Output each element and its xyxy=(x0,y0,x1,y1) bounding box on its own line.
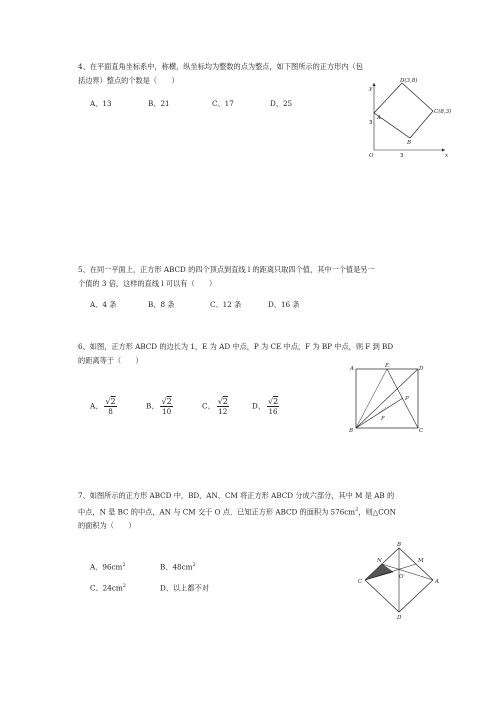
label-point-m: M xyxy=(418,558,424,564)
label-point-n: N xyxy=(377,558,382,564)
option-c[interactable]: C、 $\frac{√2}{12}$ xyxy=(202,397,228,416)
option-d[interactable]: D、25 xyxy=(270,99,293,108)
label-point-b: B xyxy=(407,140,412,146)
question-6-figure xyxy=(348,363,428,433)
question-5-line-1: 5、在同一平面上，正方形 ABCD 的四个顶点到直线 l 的距离只取四个值，其中一个值是另一 xyxy=(78,265,375,274)
label-tick-y: 3 xyxy=(369,120,373,126)
option-c[interactable]: C、$24cm^2$ xyxy=(90,583,126,593)
perpendicular-f xyxy=(379,407,386,413)
question-4-figure xyxy=(360,75,452,159)
option-b[interactable]: B、 $\frac{√2}{10}$ xyxy=(146,397,172,416)
label-point-c: C xyxy=(358,579,363,585)
option-d[interactable]: D、以上都不对 xyxy=(160,583,209,593)
option-c[interactable]: C、12 条 xyxy=(210,300,242,309)
label-point-o: O xyxy=(399,574,404,580)
label-point-f: F xyxy=(381,416,385,422)
question-7-line-1: 7、如图所示的正方形 ABCD 中，BD、AN、CM 将正方形 ABCD 分成六部分，其中 M 是 AB 的 xyxy=(78,491,395,500)
question-4-line-1: 4、在平面直角坐标系中，称横、纵坐标均为整数的点为整点，如下图所示的正方形内（包 xyxy=(78,62,363,71)
question-7-line-3: 的面积为（ ） xyxy=(78,521,136,531)
label-x-axis: x xyxy=(445,153,449,159)
label-tick-x: 3 xyxy=(400,153,404,159)
question-7-figure xyxy=(355,540,445,620)
option-a[interactable]: A、4 条 xyxy=(90,300,117,309)
label-point-a: A xyxy=(435,579,439,585)
label-point-c: C(8,3) xyxy=(434,109,452,115)
option-c[interactable]: C、17 xyxy=(212,99,234,108)
option-b[interactable]: B、21 xyxy=(148,99,170,108)
label-y-axis: y xyxy=(369,86,373,92)
option-a[interactable]: A、 $\frac{√2}{8}$ xyxy=(90,397,116,416)
option-a[interactable]: A、$96cm^2$ xyxy=(90,562,126,572)
label-point-d: D(3,8) xyxy=(400,78,418,84)
label-point-d: D xyxy=(419,366,424,372)
question-6-line-1: 6、如图，正方形 ABCD 的边长为 1，E 为 AD 中点，P 为 CE 中点，F 为 BP 中点，则 F 到 BD xyxy=(78,342,394,351)
label-point-p: P xyxy=(405,396,409,402)
question-5-text xyxy=(78,263,428,291)
label-point-e: E xyxy=(385,363,390,369)
question-6-line-2: 的距离等于（ ） xyxy=(78,356,143,365)
segment-bp xyxy=(356,398,403,428)
x-axis-arrow-icon xyxy=(442,149,445,152)
label-point-b: B xyxy=(349,428,354,434)
question-7-text xyxy=(78,489,428,533)
label-point-a: A xyxy=(350,366,354,372)
label-point-c: C xyxy=(419,428,424,434)
y-axis-arrow-icon xyxy=(373,83,376,86)
label-origin: O xyxy=(369,153,374,159)
question-7-line-2: 中点，N 是 BC 的中点，AN 与 CM 交于 O 点．已知正方形 ABCD 的面积为 $576cm^2$，则△CON xyxy=(78,507,396,517)
option-d[interactable]: D、16 条 xyxy=(268,300,300,309)
option-b[interactable]: B、$48cm^2$ xyxy=(160,562,196,572)
label-point-b: B xyxy=(397,542,402,548)
option-b[interactable]: B、8 条 xyxy=(148,300,175,309)
question-5-line-2: 个值的 3 倍，这样的直线 l 可以有（ ） xyxy=(78,279,217,288)
label-point-d: D xyxy=(397,615,402,621)
square-abcd xyxy=(374,83,433,138)
option-a[interactable]: A、13 xyxy=(90,99,112,108)
option-d[interactable]: D、 $\frac{√2}{16}$ xyxy=(252,397,279,416)
label-point-a: A xyxy=(377,115,381,121)
question-4-line-2: 括边界）整点的个数是（ ） xyxy=(78,76,179,85)
